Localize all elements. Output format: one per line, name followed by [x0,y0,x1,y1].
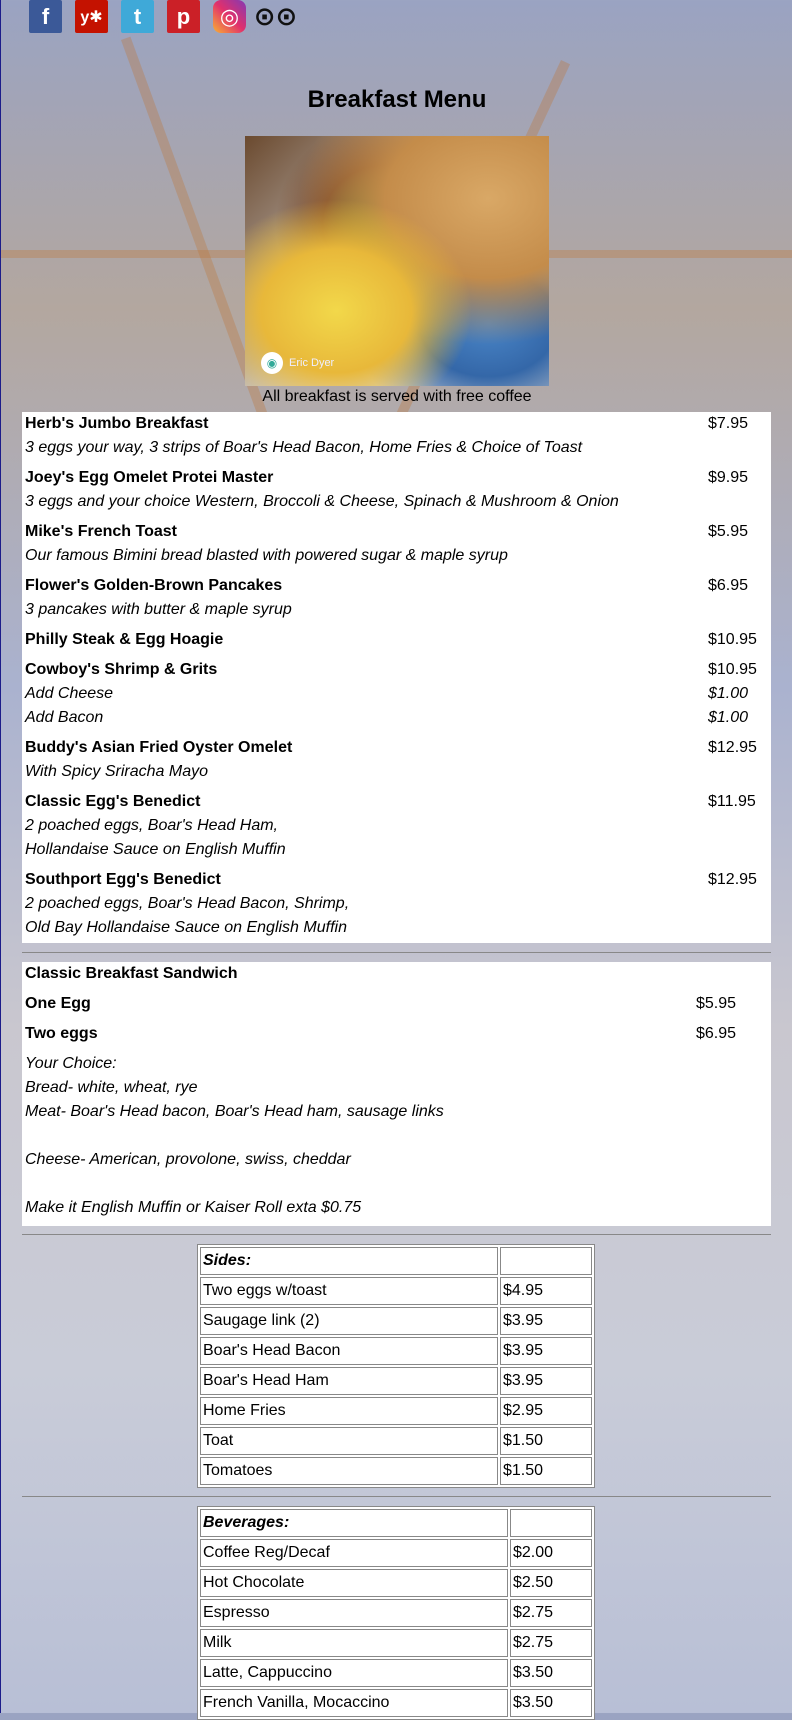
menu-item [22,628,771,652]
photo-credit-text: Eric Dyer [289,357,335,369]
beverage-price: $3.50 [510,1659,592,1687]
table-row [200,1569,592,1597]
beverage-name: Espresso [200,1599,508,1627]
addon-row [22,706,771,730]
beverage-price: $2.75 [510,1599,592,1627]
item-name: Herb's Jumbo Breakfast [25,415,209,432]
table-row [200,1599,592,1627]
item-name: Southport Egg's Benedict [25,871,221,888]
table-row [200,1337,592,1365]
menu-item [22,868,771,892]
table-row [200,1247,592,1275]
side-price: $3.95 [500,1337,592,1365]
side-name: Two eggs w/toast [200,1277,498,1305]
item-desc: With Spicy Sriracha Mayo [25,763,209,780]
item-price: $7.95 [708,415,749,432]
tagline: All breakfast is served with free coffee [262,388,532,405]
table-row [200,1539,592,1567]
side-price: $1.50 [500,1457,592,1485]
sandwich-meat: Meat- Boar's Head bacon, Boar's Head ham, sausage links [25,1103,444,1120]
beverage-name: Milk [200,1629,508,1657]
side-name: Toat [200,1427,498,1455]
beverage-price: $3.50 [510,1689,592,1717]
item-price: $12.95 [708,739,757,756]
table-cell [510,1509,592,1537]
facebook-icon[interactable]: f [29,0,62,33]
item-desc: Old Bay Hollandaise Sauce on English Muffin [25,919,347,936]
side-name: Tomatoes [200,1457,498,1485]
side-price: $3.95 [500,1367,592,1395]
addon-row [22,682,771,706]
pinterest-icon[interactable]: p [167,0,200,33]
sandwich-title: Classic Breakfast Sandwich [25,965,238,982]
item-price: $12.95 [708,871,757,888]
instagram-icon[interactable]: ◎ [213,0,246,33]
item-price: $10.95 [708,661,757,678]
sandwich-option [22,1022,771,1046]
social-links [29,0,298,33]
menu-item [22,520,771,544]
option-price: $6.95 [696,1025,737,1042]
item-desc: Our famous Bimini bread blasted with powered sugar & maple syrup [25,547,508,564]
side-price: $4.95 [500,1277,592,1305]
beverage-name: Hot Chocolate [200,1569,508,1597]
addon-price: $1.00 [708,685,749,702]
side-price: $1.50 [500,1427,592,1455]
item-name: Classic Egg's Benedict [25,793,201,810]
option-name: One Egg [25,995,91,1012]
item-price: $5.95 [708,523,749,540]
menu-item [22,658,771,682]
tripadvisor-icon[interactable]: ⊙⊙ [253,1,298,31]
table-row [200,1509,592,1537]
item-name: Flower's Golden-Brown Pancakes [25,577,283,594]
addon-name: Add Cheese [25,685,114,702]
beverage-name: Latte, Cappuccino [200,1659,508,1687]
side-price: $2.95 [500,1397,592,1425]
breakfast-photo [245,136,549,386]
sandwich-bread: Bread- white, wheat, rye [25,1079,198,1096]
addon-name: Add Bacon [25,709,104,726]
sandwich-cheese: Cheese- American, provolone, swiss, cheddar [25,1151,351,1168]
beverages-header: Beverages: [200,1509,508,1537]
menu-item [22,574,771,598]
table-row [200,1307,592,1335]
addon-price: $1.00 [708,709,749,726]
table-cell [500,1247,592,1275]
photographer-logo-icon: ◉ [261,352,283,374]
table-row [200,1457,592,1485]
breakfast-items [22,412,771,943]
sides-header: Sides: [200,1247,498,1275]
sandwich-title-row [22,962,771,986]
table-row [200,1659,592,1687]
sandwich-extra: Make it English Muffin or Kaiser Roll exta $0.75 [25,1199,362,1216]
table-row [200,1367,592,1395]
side-name: Boar's Head Ham [200,1367,498,1395]
item-name: Philly Steak & Egg Hoagie [25,631,224,648]
sandwich-option [22,992,771,1016]
item-name: Joey's Egg Omelet Protei Master [25,469,274,486]
menu-item [22,466,771,490]
item-price: $6.95 [708,577,749,594]
beverages-table [197,1506,595,1720]
item-desc: 2 poached eggs, Boar's Head Bacon, Shrimp, [25,895,350,912]
side-price: $3.95 [500,1307,592,1335]
item-desc: 2 poached eggs, Boar's Head Ham, [25,817,278,834]
item-name: Cowboy's Shrimp & Grits [25,661,218,678]
option-price: $5.95 [696,995,737,1012]
item-name: Mike's French Toast [25,523,177,540]
beverage-name: French Vanilla, Mocaccino [200,1689,508,1717]
divider [22,1234,771,1235]
sandwich-section [22,962,771,1226]
yelp-icon[interactable]: y✱ [75,0,108,33]
option-name: Two eggs [25,1025,98,1042]
divider [22,1496,771,1497]
side-name: Home Fries [200,1397,498,1425]
table-row [200,1277,592,1305]
item-desc: 3 eggs and your choice Western, Broccoli & Cheese, Spinach & Mushroom & Onion [25,493,619,510]
item-price: $11.95 [708,793,756,810]
beverage-price: $2.75 [510,1629,592,1657]
side-name: Saugage link (2) [200,1307,498,1335]
table-row [200,1629,592,1657]
beverage-price: $2.50 [510,1569,592,1597]
menu-item [22,412,771,436]
sides-table [197,1244,595,1488]
item-desc: Hollandaise Sauce on English Muffin [25,841,286,858]
item-desc: 3 pancakes with butter & maple syrup [25,601,292,618]
beverage-name: Coffee Reg/Decaf [200,1539,508,1567]
item-name: Buddy's Asian Fried Oyster Omelet [25,739,293,756]
menu-item [22,736,771,760]
item-price: $9.95 [708,469,749,486]
item-desc: 3 eggs your way, 3 strips of Boar's Head Bacon, Home Fries & Choice of Toast [25,439,583,456]
twitter-icon[interactable]: t [121,0,154,33]
table-row [200,1397,592,1425]
table-row [200,1427,592,1455]
sandwich-choice: Your Choice: [25,1055,117,1072]
beverage-price: $2.00 [510,1539,592,1567]
photo-credit [261,352,334,374]
item-price: $10.95 [708,631,757,648]
side-name: Boar's Head Bacon [200,1337,498,1365]
menu-item [22,790,771,814]
page-title: Breakfast Menu [307,86,487,113]
divider [22,952,771,953]
